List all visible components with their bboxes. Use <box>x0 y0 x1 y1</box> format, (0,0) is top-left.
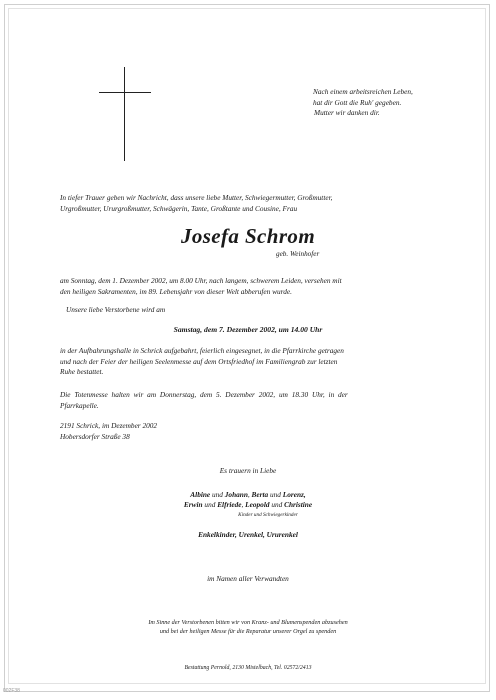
address-line: Hobersdorfer Straße 38 <box>60 431 130 441</box>
donation-line: Im Sinne der Verstorbenen bitten wir von Kranz- und Blumenspenden abzusehen <box>148 619 348 626</box>
funeral-line: und nach der Feier der heiligen Seelenmesse auf dem Ortsfriedhof im Familiengrab zur letzten <box>60 356 338 366</box>
intro-text <box>60 192 440 214</box>
funeral-line: Ruhe bestattet. <box>60 367 104 377</box>
mourner-name: Christine <box>284 500 313 509</box>
death-line: den heiligen Sakramenten, im 89. Lebensjahr von dieser Welt abberufen wurde. <box>60 286 292 296</box>
maiden-name: geb. Weinhofer <box>276 250 320 258</box>
corner-code: 002F38 <box>3 688 20 694</box>
conjunction: und <box>210 490 225 499</box>
mourners-row <box>0 490 496 499</box>
mourner-name: Albine <box>190 490 211 499</box>
mourner-name: Lorenz <box>282 490 304 499</box>
mourner-name: Berta <box>251 490 269 499</box>
separator: , <box>303 490 306 499</box>
donation-note <box>0 618 496 637</box>
mourners-row <box>0 500 496 509</box>
mass-notice <box>60 390 440 411</box>
separator: , <box>241 500 246 509</box>
intro-line: Urgroßmutter, Ururgroßmutter, Schwägerin, Tante, Großtante und Cousine, Frau <box>60 204 298 213</box>
separator: , <box>247 490 252 499</box>
conjunction: und <box>268 490 283 499</box>
mourner-name: Elfriede <box>217 500 242 509</box>
relatives: im Namen aller Verwandten <box>207 574 289 583</box>
mourners-heading: Es trauern in Liebe <box>219 466 277 475</box>
funeral-details <box>60 346 440 378</box>
mourner-name: Leopold <box>245 500 270 509</box>
funeral-date: Samstag, dem 7. Dezember 2002, um 14.00 Uhr <box>173 325 323 334</box>
deceased-name: Josefa Schrom <box>180 224 316 248</box>
address-line: 2191 Schrick, im Dezember 2002 <box>60 421 158 430</box>
children-caption: Kinder und Schwiegerkinder <box>238 512 298 518</box>
conjunction: und <box>202 500 218 509</box>
undertaker-footer: Bestattung Pernold, 2130 Mistelbach, Tel. 02572/2413 <box>184 665 312 671</box>
death-line: am Sonntag, dem 1. Dezember 2002, um 8.00 Uhr, nach langem, schwerem Leiden, versehen mit <box>60 276 342 285</box>
mourner-name: Erwin <box>183 500 203 509</box>
mourner-name: Johann <box>224 490 248 499</box>
death-notice <box>60 276 440 297</box>
address <box>60 421 440 442</box>
intro-line: In tiefer Trauer geben wir Nachricht, dass unsere liebe Mutter, Schwiegermutter, Großmutter, <box>60 193 333 202</box>
mass-line: Die Totenmesse halten wir am Donnerstag, dem 5. Dezember 2002, um 18.30 Uhr, in der <box>60 390 348 399</box>
funeral-lead: Unsere liebe Verstorbene wird am <box>66 305 166 314</box>
quote-line: Mutter wir danken dir. <box>314 108 380 118</box>
quote-line: hat dir Gott die Ruh' gegeben. <box>313 97 402 107</box>
conjunction: und <box>269 500 285 509</box>
grandchildren: Enkelkinder, Urenkel, Ururenkel <box>198 530 298 539</box>
memorial-quote <box>313 87 443 119</box>
quote-line: Nach einem arbeitsreichen Leben, <box>313 87 413 96</box>
mass-line: Pfarrkapelle. <box>60 400 99 410</box>
funeral-line: in der Aufbahrungshalle in Schrick aufgebahrt, feierlich eingesegnet, in die Pfarrkirche getragen <box>60 346 344 355</box>
donation-line: und bei der heiligen Messe für die Reparatur unserer Orgel zu spenden <box>159 628 337 636</box>
